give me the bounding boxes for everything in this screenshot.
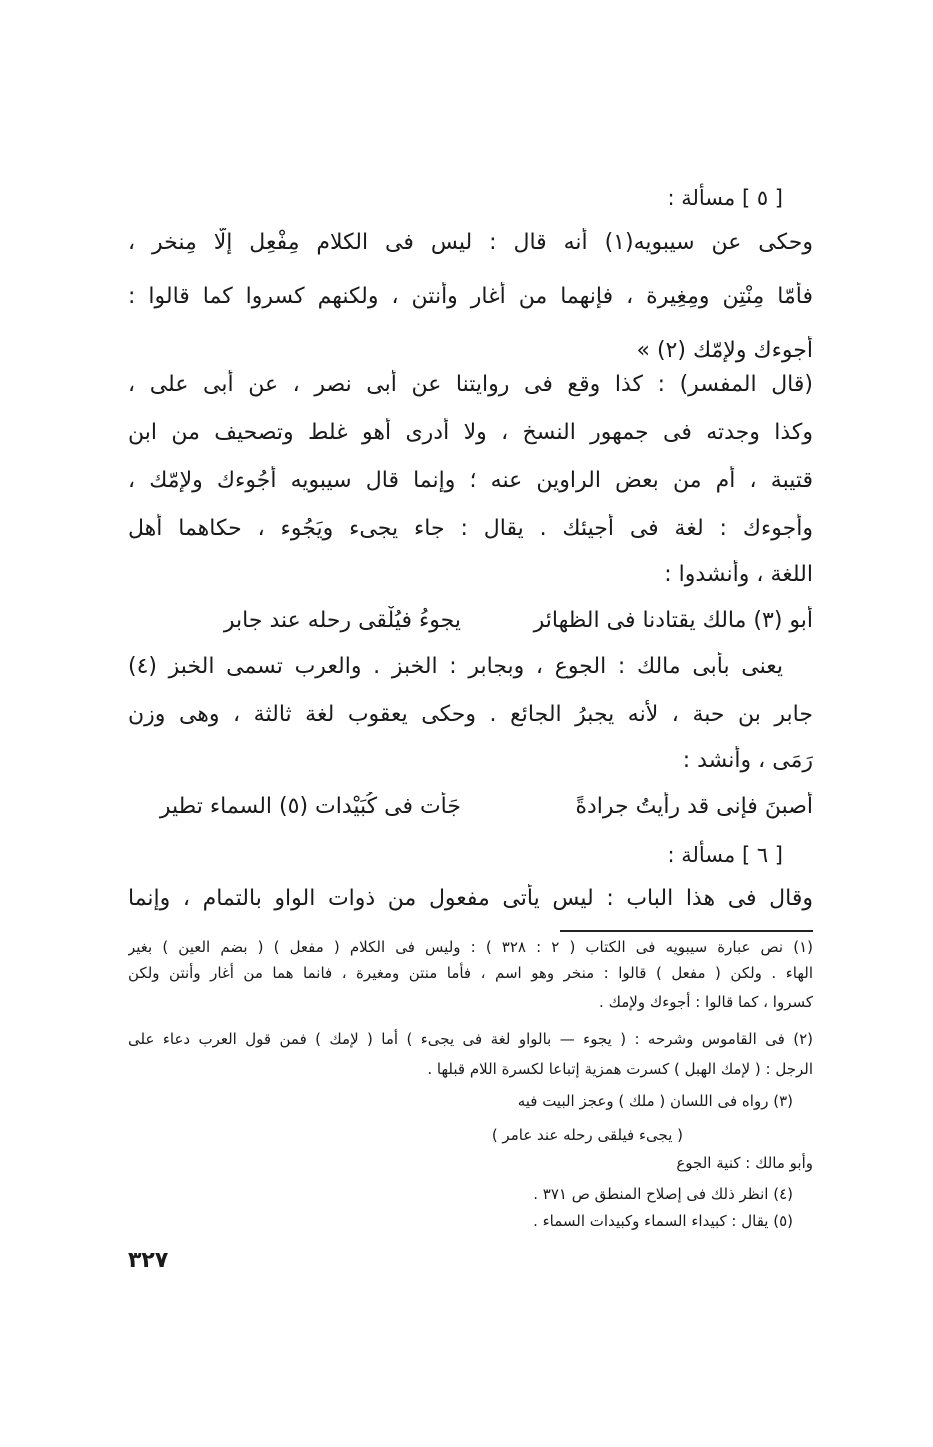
footnote-separator [560, 930, 813, 932]
footnote-line: (٤) انظر ذلك فى إصلاح المنطق ص ٣٧١ . [533, 1185, 793, 1203]
verse-2-first-hemistich: أصبنَ فإنى قد رأيتُ جرادةً [575, 794, 813, 819]
footnote-line: كسروا ، كما قالوا : أجوءك ولإمك . [599, 993, 813, 1011]
body-line: فأمّا مِنْتِن ومِغِيرة ، فإنهما من أغار وأنتن ، ولكنهم كسروا كما قالوا : [128, 284, 813, 309]
body-line: وقال فى هذا الباب : ليس يأتى مفعول من ذوات الواو بالتمام ، وإنما [128, 886, 813, 911]
verse-2-second-hemistich: جَأَت فى كُبَيْدات (٥) السماء تطير [159, 794, 461, 819]
verse-1-first-hemistich: أبو (٣) مالك يقتادنا فى الظهائر [533, 608, 813, 633]
verse-1-second-hemistich: يجوءُ فيُلْقى رحله عند جابر [223, 608, 461, 633]
verse-2 [128, 792, 813, 824]
body-line: جابر بن حبة ، لأنه يجبرُ الجائع . وحكى يعقوب لغة ثالثة ، وهى وزن [128, 702, 813, 727]
body-line: اللغة ، وأنشدوا : [664, 562, 813, 587]
footnote-line: وأبو مالك : كنية الجوع [676, 1154, 813, 1172]
footnote-line: الرجل : ( لإمك الهبل ) كسرت همزية إتباعا لكسرة اللام قبلها . [427, 1060, 813, 1078]
body-line: وأجوءك : لغة فى أجيئك . يقال : جاء يجىء ويَجُوء ، حكاهما أهل [128, 516, 813, 541]
body-line: رَمَى ، وأنشد : [682, 748, 813, 773]
footnote-line: (٣) رواه فى اللسان ( ملك ) وعجز البيت فيه [517, 1092, 793, 1110]
body-line: يعنى بأبى مالك : الجوع ، وبجابر : الخبز . والعرب تسمى الخبز (٤) [128, 654, 783, 679]
footnote-line: ( يجىء فيلقى رحله عند عامر ) [491, 1126, 683, 1144]
body-line: (قال المفسر) : كذا وقع فى روايتنا عن أبى نصر ، عن أبى على ، [128, 372, 813, 397]
body-line: وحكى عن سيبويه(١) أنه قال : ليس فى الكلام مِفْعِل إلّا مِنخر ، [128, 230, 813, 255]
question-6-heading: [ ٦ ] مسألة : [667, 843, 783, 867]
footnote-line: (٢) فى القاموس وشرحه : ( يجوء — بالواو لغة فى يجىء ) أما ( لإمك ) فمن قول العرب دعاء على [128, 1030, 813, 1048]
question-5-heading: [ ٥ ] مسألة : [667, 186, 783, 210]
body-line: قتيبة ، أم من بعض الراوين عنه ؛ وإنما قال سيبويه أجُوءك ولإمّك ، [128, 468, 813, 493]
body-line: وكذا وجدته فى جمهور النسخ ، ولا أدرى أهو غلط وتصحيف من ابن [128, 420, 813, 445]
footnote-line: الهاء . ولكن ( مفعل ) قالوا : منخر وهو اسم ، فأما منتن ومغيرة ، فانما هما من أغار وأنتن ولكن [128, 964, 813, 982]
footnote-line: (١) نص عبارة سيبويه فى الكتاب ( ٢ : ٣٢٨ ) : وليس فى الكلام ( مفعل ) ( بضم العين ) بغير [128, 938, 813, 956]
verse-1 [128, 606, 813, 638]
body-line: أجوءك ولإمّك (٢) » [636, 338, 813, 363]
footnote-line: (٥) يقال : كبيداء السماء وكبيدات السماء . [533, 1212, 793, 1230]
page-number: ٣٢٧ [128, 1248, 169, 1273]
